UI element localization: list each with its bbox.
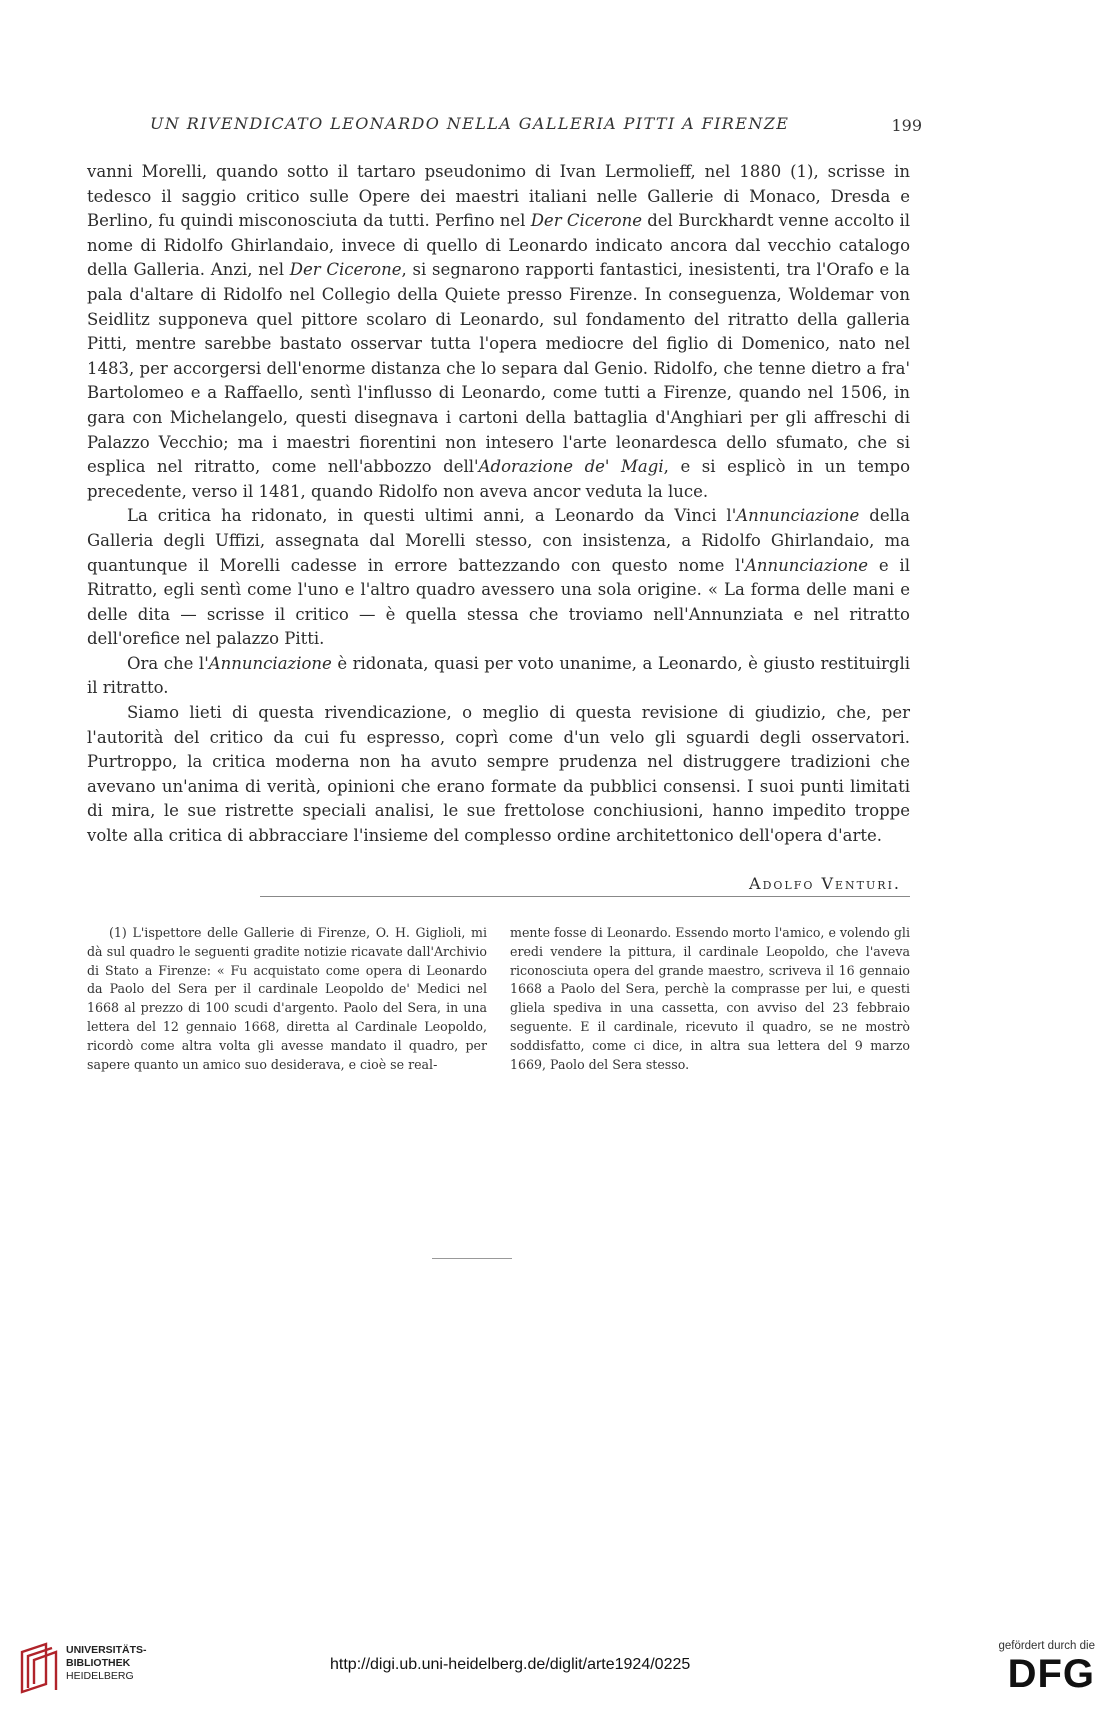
library-line-3: HEIDELBERG: [66, 1670, 134, 1682]
text-run: La critica ha ridonato, in questi ultimi anni, a Leonardo da Vinci l': [127, 506, 737, 526]
dfg-logo: DFG: [1007, 1652, 1095, 1696]
text-run: , si segnarono rapporti fantastici, inesistenti, tra l'Orafo e la pala d'altare di Ridolfo nel Collegio della Quiete presso Firenze. In conseguenza, Woldemar von Seidlitz supponeva quel pittore scolaro di Leonardo, sul fondamento del ritratto della galleria Pitti, mentre sarebbe bastato osservar tutta l'opera mediocre del figlio di Domenico, nato nel 1483, per accorgersi dell'enorme distanza che lo separa dal Genio. Ridolfo, che tenne dietro a fra' Bartolomeo e a Raffaello, sentì l'influsso di Leonardo, come tutti a Firenze, quando nel 1506, in gara con Michelangelo, questi disegnava i cartoni della battaglia d'Anghiari per gli affreschi di Palazzo Vecchio; ma i maestri fiorentini non intesero l'arte leonardesca dello sfumato, che si esplica nel ritratto, come nell'abbozzo dell': [87, 260, 910, 477]
footnote-divider: [260, 896, 910, 897]
funder-caption: gefördert durch die: [998, 1640, 1095, 1652]
library-logo-icon: [16, 1640, 60, 1696]
text-run: , e si esplicò in un tempo precedente, verso il 1481, quando Ridolfo non aveva ancor veduta la luce.: [87, 457, 911, 501]
text-run: della Galleria degli Uffizi, assegnata dal Morelli stesso, con insistenza, a Ridolfo Ghirlandaio, ma quantunque il Morelli cadesse in errore battezzando con questo nome l': [87, 506, 911, 575]
text-run: del Burckhardt venne accolto il nome di Ridolfo Ghirlandaio, invece di quello di Leonardo indicato ancora dal vecchio catalogo della Galleria. Anzi, nel: [87, 211, 911, 280]
running-title: UN RIVENDICATO LEONARDO NELLA GALLERIA PITTI A FIRENZE: [150, 114, 790, 133]
text-run: Siamo lieti di questa rivendicazione, o meglio di questa revisione di giudizio, che, per l'autorità del critico da cui fu espresso, coprì come d'un velo gli sguardi degli osservatori. Purtroppo, la critica moderna non ha avuto sempre prudenza nel distruggere tradizioni che avevano un'anima di verità, opinioni che erano formate da pubblici consensi. I suoi punti limitati di mira, le sue ristrette speciali analisi, le sue frettolose conchiusioni, hanno impedito troppe volte alla critica di abbracciare l'insieme del complesso ordine architettonico dell'opera d'arte.: [87, 703, 910, 846]
paragraph-2: [87, 504, 910, 652]
footnote-column-right: [510, 924, 910, 1074]
article-body: [87, 160, 910, 849]
paragraph-3: [87, 652, 910, 701]
text-run: Ora che l': [127, 653, 209, 673]
author-signature: Adolfo Venturi.: [749, 874, 901, 893]
library-name: [66, 1644, 147, 1683]
page-number: 199: [891, 116, 922, 135]
footnote-text: (1) L'ispettore delle Gallerie di Firenze, O. H. Giglioli, mi dà sul quadro le seguenti gradite notizie ricavate dall'Archivio di Stato a Firenze: « Fu acquistato come opera di Leonardo da Paolo del Sera per il cardinale Leopoldo de' Medici nel 1668 al prezzo di 100 scudi d'argento. Paolo del Sera, in una lettera del 12 gennaio 1668, diretta al Cardinale Leopoldo, ricordò come altra volta gli avesse mandato il quadro, per sapere quanto un amico suo desiderava, e cioè se real-: [87, 925, 487, 1072]
italic-title: Der Cicerone: [530, 211, 642, 231]
italic-title: Adorazione de' Magi: [478, 457, 664, 477]
library-line-2: BIBLIOTHEK: [66, 1657, 131, 1669]
digitization-footer: [0, 1626, 1111, 1712]
footnote-block: [87, 924, 910, 1074]
text-run: e il Ritratto, egli sentì come l'uno e l'altro quadro avessero una sola origine. « La forma delle mani e delle dita — scrisse il critico — è quella stessa che troviamo nell'Annunziata e nel ritratto dell'orefice nel palazzo Pitti.: [87, 555, 910, 649]
library-line-1: UNIVERSITÄTS-: [66, 1644, 147, 1656]
funder-badge: [998, 1640, 1095, 1696]
italic-title: Annunciazione: [208, 653, 332, 673]
footnote-column-left: [87, 924, 487, 1074]
paragraph-1: [87, 160, 910, 504]
running-header: [150, 114, 922, 135]
paragraph-4: [87, 701, 910, 849]
permalink-url[interactable]: http://digi.ub.uni-heidelberg.de/diglit/arte1924/0225: [330, 1656, 691, 1673]
italic-title: Annunciazione: [736, 506, 860, 526]
italic-title: Der Cicerone: [289, 260, 402, 280]
text-run: vanni Morelli, quando sotto il tartaro pseudonimo di Ivan Lermolieff, nel 1880 (1), scrisse in tedesco il saggio critico sulle Opere dei maestri italiani nelle Gallerie di Monaco, Dresda e Berlino, fu quindi misconosciuta da tutti. Perfino nel: [87, 162, 910, 231]
footnote-text: mente fosse di Leonardo. Essendo morto l'amico, e volendo gli eredi vendere la pittura, il cardinale Leopoldo, che l'aveva riconosciuta opera del grande maestro, scriveva il 16 gennaio 1668 a Paolo del Sera, perchè la comprasse per lui, e questi gliela spediva in una cassetta, con avviso del 23 febbraio seguente. E il cardinale, ricevuto il quadro, se ne mostrò soddisfatto, come ci dice, in altra sua lettera del 9 marzo 1669, Paolo del Sera stesso.: [510, 925, 910, 1072]
italic-title: Annunciazione: [744, 555, 869, 575]
text-run: è ridonata, quasi per voto unanime, a Leonardo, è giusto restituirgli il ritratto.: [87, 653, 911, 698]
page-end-rule: [432, 1258, 512, 1259]
